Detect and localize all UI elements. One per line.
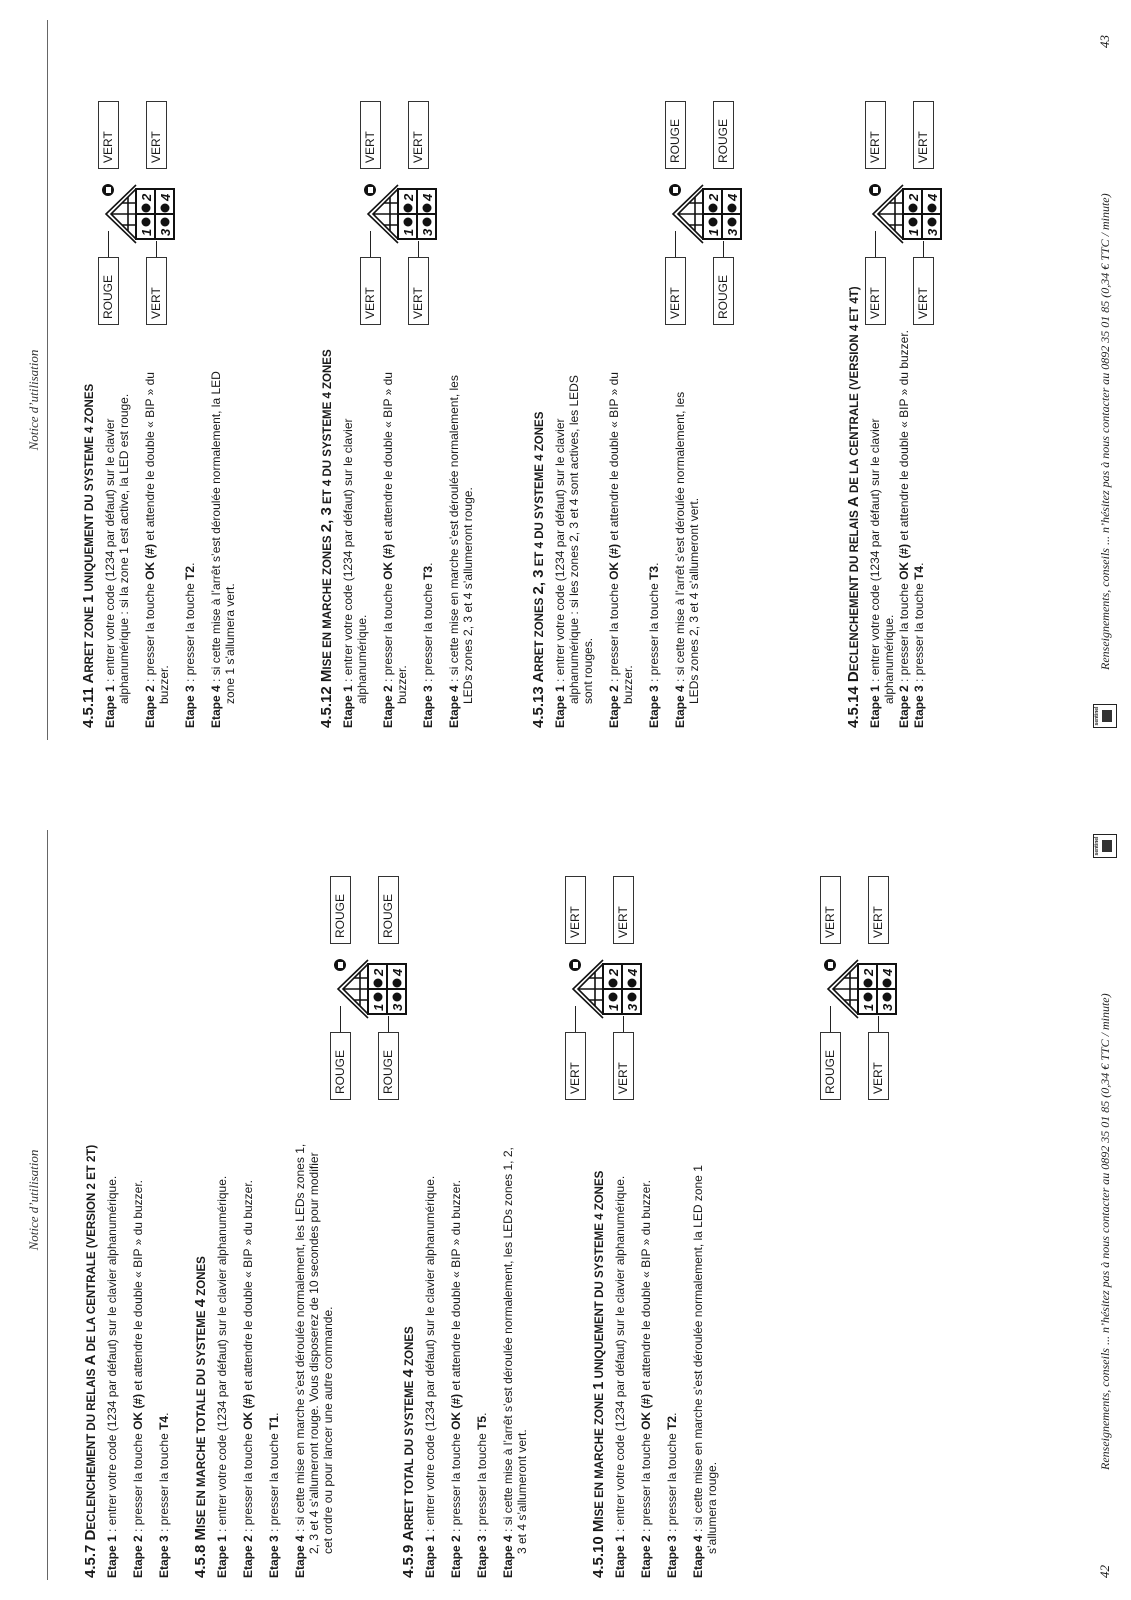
step-label: Etape 3 xyxy=(157,1535,171,1578)
heading-part: ET 4 DU SYSTEME 4 ZONES xyxy=(322,349,334,508)
step-text: : presser la touche xyxy=(267,1429,281,1536)
step-text: et attendre le double « BIP » du buzzer. xyxy=(897,329,911,544)
heading-part: ISE EN MARCHE ZONE xyxy=(594,1389,606,1520)
heading-part: RRET TOTAL DU SYSTEME xyxy=(404,1377,416,1531)
heading-part: UNIQUEMENT DU SYSTEME 4 ZONES xyxy=(594,1170,606,1382)
step-key: T4 xyxy=(912,565,926,580)
page-footer-left: Renseignements, conseils ... n’hésitez pas à nous contacter au 0892 35 01 85 (0,34 € TTC / minute) xyxy=(1098,993,1112,1470)
step-item xyxy=(673,368,701,728)
svg-text:2: 2 xyxy=(906,193,921,201)
step-text: . xyxy=(421,562,435,566)
step-text: : si cette mise à l’arrêt s’est déroulée normalement, la LED zone 1 s’allumera vert. xyxy=(209,371,237,704)
led-status-label-bl: ROUGE xyxy=(713,257,734,325)
house-zones-icon xyxy=(667,183,743,245)
led-status-label-br: VERT xyxy=(913,101,934,169)
led-status-label-tr: VERT xyxy=(865,101,886,169)
section-4-5-13 xyxy=(530,368,713,728)
step-key: T5 xyxy=(475,1415,489,1430)
step-label: Etape 2 xyxy=(449,1535,463,1578)
heading-part: ECLENCHEMENT DU RELAIS xyxy=(849,507,861,672)
step-text: . xyxy=(475,1412,489,1416)
svg-text:3: 3 xyxy=(158,228,173,236)
page-number-left: 42 xyxy=(1097,1565,1112,1578)
step-text: : presser la touche xyxy=(143,579,157,686)
step-item xyxy=(293,1138,335,1578)
step-label: Etape 4 xyxy=(691,1535,705,1578)
led-status-label-tl: ROUGE xyxy=(820,1032,841,1100)
house-zones-icon xyxy=(822,958,898,1020)
section-heading xyxy=(192,1138,209,1578)
heading-part: D xyxy=(845,671,862,683)
step-item xyxy=(103,368,131,728)
section-4-5-10 xyxy=(590,1138,731,1578)
svg-text:1: 1 xyxy=(861,1003,876,1011)
step-label: Etape 3 xyxy=(665,1535,679,1578)
svg-text:1: 1 xyxy=(706,228,721,236)
step-label: Etape 3 xyxy=(475,1535,489,1578)
step-item xyxy=(647,368,661,728)
heading-part: 1 xyxy=(590,1381,607,1390)
house-zones-icon xyxy=(332,958,408,1020)
section-4-5-12 xyxy=(318,349,487,728)
step-text: : entrer votre code (1234 par défaut) sur le clavier alphanumérique. xyxy=(105,1175,119,1536)
section-heading xyxy=(590,1138,607,1578)
step-label: Etape 1 xyxy=(613,1535,627,1578)
step-label: Etape 3 xyxy=(183,685,197,728)
step-text: : presser la touche xyxy=(183,579,197,686)
heading-part: RRET ZONES xyxy=(534,594,546,672)
diagram-4-5-14 xyxy=(865,75,945,355)
step-text: . xyxy=(183,562,197,566)
step-item xyxy=(381,368,409,728)
step-label: Etape 2 xyxy=(897,685,911,728)
section-4-5-9 xyxy=(400,1138,541,1578)
step-text: : entrer votre code (1234 par défaut) sur le clavier alphanumérique. xyxy=(613,1175,627,1536)
svg-text:2: 2 xyxy=(401,193,416,201)
led-status-label-br: VERT xyxy=(868,876,889,944)
step-text: : presser la touche xyxy=(449,1429,463,1536)
svg-text:4: 4 xyxy=(925,193,940,201)
step-key: OK (#) xyxy=(131,1393,145,1430)
svg-text:1: 1 xyxy=(401,228,416,236)
svg-text:4: 4 xyxy=(390,968,405,976)
led-status-label-tl: ROUGE xyxy=(98,257,119,325)
step-text: : entrer votre code (1234 par défaut) sur le clavier alphanumérique. xyxy=(341,418,369,704)
heading-part: ET 4 DU SYSTEME 4 ZONES xyxy=(534,411,546,570)
heading-part: 4.5.11 xyxy=(80,687,97,728)
step-item xyxy=(868,328,896,728)
led-status-label-tr: VERT xyxy=(360,101,381,169)
step-label: Etape 2 xyxy=(639,1535,653,1578)
page-42 xyxy=(0,800,1131,1600)
heading-part: 4.5.14 xyxy=(845,686,862,728)
sentinel-logo: sentinel xyxy=(1093,834,1117,858)
step-text: : presser la touche xyxy=(607,579,621,686)
svg-text:2: 2 xyxy=(371,968,386,976)
step-item xyxy=(215,1138,229,1578)
page-footer-right: Renseignements, conseils ... n’hésitez pas à nous contacter au 0892 35 01 85 (0,34 € TTC / minute) xyxy=(1098,193,1112,670)
page-header: Notice d’utilisation xyxy=(26,1149,41,1251)
step-label: Etape 1 xyxy=(103,685,117,728)
led-status-label-tr: VERT xyxy=(98,101,119,169)
step-label: Etape 2 xyxy=(241,1535,255,1578)
heading-part: A xyxy=(400,1530,417,1541)
step-key: T2 xyxy=(183,565,197,580)
section-4-5-7 xyxy=(82,1138,183,1578)
step-key: T4 xyxy=(157,1415,171,1430)
heading-part: 4.5.8 xyxy=(192,1544,209,1578)
step-text: : presser la touche xyxy=(131,1429,145,1536)
step-text: : entrer votre code (1234 par défaut) sur le clavier alphanumérique : si les zones 2, 3 et 4 sont actives, les LEDS sont rouges. xyxy=(553,375,595,704)
heading-part: UNIQUEMENT DU SYSTEME 4 ZONES xyxy=(84,383,96,595)
step-item xyxy=(897,328,911,728)
led-status-label-tr: VERT xyxy=(820,876,841,944)
step-text: . xyxy=(267,1412,281,1416)
step-text: et attendre le double « BIP » du buzzer. xyxy=(241,1179,255,1394)
step-item xyxy=(553,368,595,728)
step-key: OK (#) xyxy=(607,543,621,580)
heading-part: A xyxy=(530,671,547,683)
diagram-4-5-11 xyxy=(98,75,178,355)
step-item xyxy=(449,1138,463,1578)
section-heading xyxy=(82,1138,99,1578)
step-key: OK (#) xyxy=(381,543,395,580)
step-text: : presser la touche xyxy=(897,579,911,686)
step-text: : si cette mise en marche s’est déroulée normalement, les LEDs zones 1, 2, 3 et 4 s’allumeront rouge. Vous disposerez de 10 secondes pour modifier cet ordre ou pour lancer une autre commande. xyxy=(293,1143,335,1554)
heading-part: ISE EN MARCHE TOTALE DU SYSTEME xyxy=(196,1307,208,1528)
step-label: Etape 4 xyxy=(501,1535,515,1578)
step-text: : presser la touche xyxy=(421,579,435,686)
svg-text:4: 4 xyxy=(625,968,640,976)
step-label: Etape 4 xyxy=(209,685,223,728)
led-status-label-bl: VERT xyxy=(913,257,934,325)
step-key: OK (#) xyxy=(449,1393,463,1430)
step-label: Etape 4 xyxy=(293,1535,307,1578)
heading-part: ZONES xyxy=(404,1326,416,1370)
svg-text:4: 4 xyxy=(880,968,895,976)
sentinel-logo: sentinel xyxy=(1093,704,1117,728)
svg-text:4: 4 xyxy=(420,193,435,201)
heading-part: 4.5.7 xyxy=(82,1544,99,1578)
page-header: Notice d’utilisation xyxy=(26,349,41,451)
heading-part: 4 xyxy=(192,1298,209,1308)
step-text: : presser la touche xyxy=(241,1429,255,1536)
led-status-label-tl: ROUGE xyxy=(330,1032,351,1100)
svg-text:3: 3 xyxy=(880,1003,895,1011)
step-item xyxy=(241,1138,255,1578)
step-item xyxy=(501,1138,529,1578)
heading-part: DE LA CENTRALE (VERSION 2 ET 2T) xyxy=(86,1144,98,1355)
svg-text:3: 3 xyxy=(420,228,435,236)
step-text: : entrer votre code (1234 par défaut) sur le clavier alphanumérique : si la zone 1 est active, la LED est rouge. xyxy=(103,393,131,704)
svg-text:3: 3 xyxy=(625,1003,640,1011)
svg-text:1: 1 xyxy=(371,1003,386,1011)
header-rule xyxy=(47,830,48,1580)
heading-part: A xyxy=(845,496,862,508)
led-status-label-bl: VERT xyxy=(408,257,429,325)
step-text: . xyxy=(912,562,926,566)
step-text: et attendre le double « BIP » du buzzer. xyxy=(449,1179,463,1394)
section-heading xyxy=(318,349,335,728)
svg-text:2: 2 xyxy=(606,968,621,976)
step-item xyxy=(613,1138,627,1578)
step-text: et attendre le double « BIP » du buzzer. xyxy=(143,372,171,704)
svg-text:3: 3 xyxy=(390,1003,405,1011)
step-text: : si cette mise en marche s’est déroulée normalement, la LED zone 1 s’allumera rouge. xyxy=(691,1165,719,1554)
step-label: Etape 1 xyxy=(553,685,567,728)
heading-part: 2, 3 xyxy=(530,569,547,595)
svg-text:2: 2 xyxy=(139,193,154,201)
step-item xyxy=(421,368,435,728)
heading-part: A xyxy=(82,1354,99,1366)
svg-text:2: 2 xyxy=(861,968,876,976)
step-text: : si cette mise à l’arrêt s’est déroulée normalement, les LEDs zones 2, 3 et 4 s’allumeront vert. xyxy=(673,391,701,704)
diagram-4-5-12 xyxy=(360,75,440,355)
step-text: : entrer votre code (1234 par défaut) sur le clavier alphanumérique. xyxy=(423,1175,437,1536)
heading-part: M xyxy=(590,1519,607,1533)
step-label: Etape 3 xyxy=(912,685,926,728)
section-heading xyxy=(80,368,97,728)
step-text: : presser la touche xyxy=(475,1429,489,1536)
page-number-right: 43 xyxy=(1097,35,1112,48)
heading-part: 4.5.10 xyxy=(590,1536,607,1578)
step-item xyxy=(607,368,635,728)
diagram-4-5-9 xyxy=(565,850,645,1130)
step-text: : presser la touche xyxy=(647,579,661,686)
step-item xyxy=(183,368,197,728)
section-heading xyxy=(530,368,547,728)
step-label: Etape 2 xyxy=(131,1535,145,1578)
step-label: Etape 1 xyxy=(105,1535,119,1578)
step-text: et attendre le double « BIP » du buzzer. xyxy=(381,372,409,704)
step-item xyxy=(105,1138,119,1578)
step-item xyxy=(423,1138,437,1578)
step-key: OK (#) xyxy=(897,543,911,580)
step-item xyxy=(267,1138,281,1578)
step-text: : presser la touche xyxy=(157,1429,171,1536)
led-status-label-br: VERT xyxy=(613,876,634,944)
step-label: Etape 2 xyxy=(381,685,395,728)
svg-text:1: 1 xyxy=(906,228,921,236)
led-status-label-tr: ROUGE xyxy=(330,876,351,944)
led-status-label-br: VERT xyxy=(146,101,167,169)
step-item xyxy=(639,1138,653,1578)
step-label: Etape 1 xyxy=(341,685,355,728)
heading-part: 4.5.9 xyxy=(400,1544,417,1578)
heading-part: 4 xyxy=(400,1369,417,1378)
step-label: Etape 2 xyxy=(607,685,621,728)
svg-text:3: 3 xyxy=(725,228,740,236)
step-text: : entrer votre code (1234 par défaut) sur le clavier alphanumérique. xyxy=(868,418,896,704)
step-text: : presser la touche xyxy=(665,1429,679,1536)
heading-part: 1 xyxy=(80,594,97,603)
step-text: : si cette mise en marche s’est déroulée normalement, les LEDs zones 2, 3 et 4 s’allumeront rouge. xyxy=(447,375,475,704)
heading-part: DE LA CENTRALE (VERSION 4 ET 4T) xyxy=(849,286,861,497)
heading-part: 4.5.12 xyxy=(318,686,335,728)
heading-part: M xyxy=(192,1527,209,1541)
step-text: . xyxy=(157,1412,171,1416)
step-item xyxy=(157,1138,171,1578)
step-label: Etape 3 xyxy=(647,685,661,728)
led-status-label-bl: ROUGE xyxy=(378,1032,399,1100)
house-zones-icon xyxy=(567,958,643,1020)
step-key: OK (#) xyxy=(639,1393,653,1430)
step-text: et attendre le double « BIP » du buzzer. xyxy=(607,372,635,704)
step-key: T3 xyxy=(421,565,435,580)
step-item xyxy=(691,1138,719,1578)
step-label: Etape 1 xyxy=(868,685,882,728)
section-4-5-8 xyxy=(192,1138,347,1578)
step-item xyxy=(131,1138,145,1578)
step-text: : presser la touche xyxy=(381,579,395,686)
svg-text:4: 4 xyxy=(158,193,173,201)
step-text: : presser la touche xyxy=(912,579,926,686)
step-label: Etape 1 xyxy=(215,1535,229,1578)
svg-text:1: 1 xyxy=(139,228,154,236)
heading-part: ECLENCHEMENT DU RELAIS xyxy=(86,1365,98,1530)
step-text: : entrer votre code (1234 par défaut) sur le clavier alphanumérique. xyxy=(215,1175,229,1536)
step-item xyxy=(209,368,237,728)
heading-part: D xyxy=(82,1529,99,1541)
section-4-5-11 xyxy=(80,368,249,728)
heading-part: RRET ZONE xyxy=(84,603,96,673)
step-label: Etape 4 xyxy=(447,685,461,728)
step-text: et attendre le double « BIP » du buzzer. xyxy=(639,1179,653,1394)
led-status-label-br: ROUGE xyxy=(378,876,399,944)
heading-part: 2, 3 xyxy=(318,507,335,533)
heading-part: ISE EN MARCHE ZONES xyxy=(322,532,334,670)
led-status-label-tl: VERT xyxy=(360,257,381,325)
led-status-label-tr: ROUGE xyxy=(665,101,686,169)
step-label: Etape 2 xyxy=(143,685,157,728)
diagram-4-5-8 xyxy=(330,850,410,1130)
step-key: T3 xyxy=(647,565,661,580)
step-item xyxy=(475,1138,489,1578)
step-key: T1 xyxy=(267,1415,281,1430)
led-status-label-bl: VERT xyxy=(146,257,167,325)
step-key: OK (#) xyxy=(143,543,157,580)
diagram-4-5-13 xyxy=(665,75,745,355)
step-item xyxy=(447,368,475,728)
house-zones-icon xyxy=(867,183,943,245)
step-text: . xyxy=(665,1412,679,1416)
house-zones-icon xyxy=(362,183,438,245)
svg-text:4: 4 xyxy=(725,193,740,201)
section-heading xyxy=(845,286,862,728)
header-rule xyxy=(47,20,48,740)
house-zones-icon xyxy=(100,183,176,245)
heading-part: ZONES xyxy=(196,1256,208,1299)
led-status-label-tl: VERT xyxy=(865,257,886,325)
step-key: T2 xyxy=(665,1415,679,1430)
step-text: : si cette mise à l’arrêt s’est déroulée normalement, les LEDs zones 1, 2, 3 et 4 s’allumeront vert. xyxy=(501,1147,529,1554)
step-key: OK (#) xyxy=(241,1393,255,1430)
led-status-label-br: ROUGE xyxy=(713,101,734,169)
led-status-label-bl: VERT xyxy=(613,1032,634,1100)
step-item xyxy=(912,328,926,728)
step-label: Etape 3 xyxy=(421,685,435,728)
heading-part: M xyxy=(318,669,335,683)
led-status-label-tl: VERT xyxy=(565,1032,586,1100)
svg-text:3: 3 xyxy=(925,228,940,236)
step-text: et attendre le double « BIP » du buzzer. xyxy=(131,1179,145,1394)
heading-part: A xyxy=(80,672,97,684)
svg-text:2: 2 xyxy=(706,193,721,201)
led-status-label-tr: VERT xyxy=(565,876,586,944)
step-label: Etape 3 xyxy=(267,1535,281,1578)
step-item xyxy=(665,1138,679,1578)
step-item xyxy=(143,368,171,728)
heading-part: 4.5.13 xyxy=(530,686,547,728)
step-item xyxy=(341,368,369,728)
svg-text:1: 1 xyxy=(606,1003,621,1011)
step-label: Etape 4 xyxy=(673,685,687,728)
step-label: Etape 1 xyxy=(423,1535,437,1578)
step-text: : presser la touche xyxy=(639,1429,653,1536)
section-heading xyxy=(400,1138,417,1578)
led-status-label-tl: VERT xyxy=(665,257,686,325)
led-status-label-bl: VERT xyxy=(868,1032,889,1100)
diagram-4-5-10 xyxy=(820,850,900,1130)
led-status-label-br: VERT xyxy=(408,101,429,169)
step-text: . xyxy=(647,562,661,566)
